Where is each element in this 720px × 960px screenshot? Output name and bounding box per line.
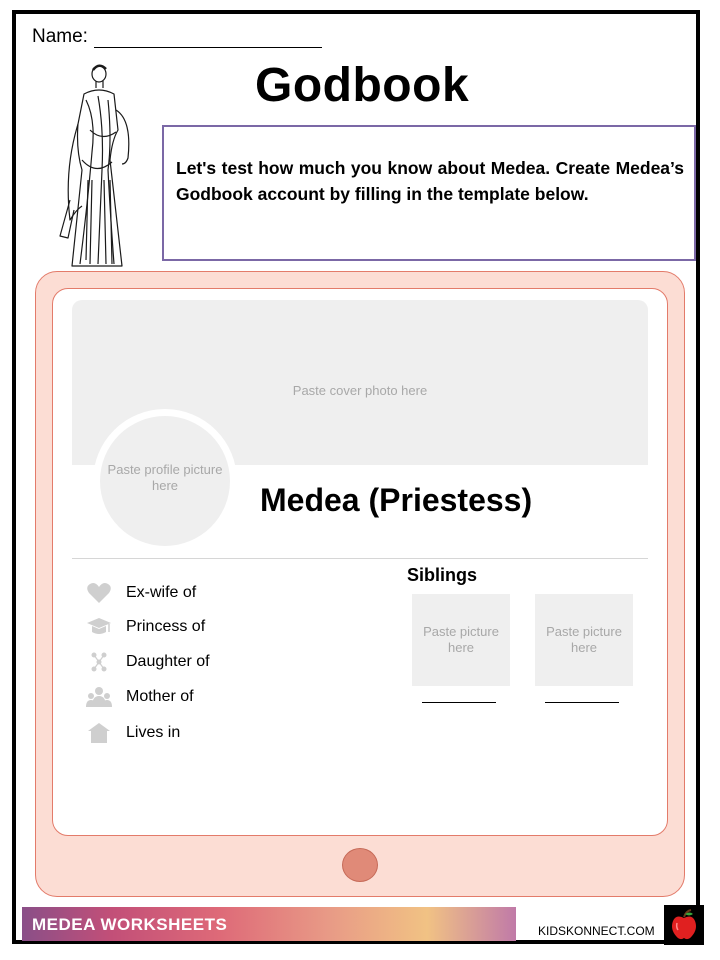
info-row-princess: [86, 614, 205, 640]
info-label-mother: Mother of: [126, 688, 194, 705]
name-field: [32, 26, 322, 48]
apple-logo-icon: [664, 905, 704, 945]
sibling-picture-placeholder[interactable]: [412, 594, 510, 686]
info-row-ex-wife: [86, 580, 196, 606]
sibling-picture-text: Paste picture here: [423, 624, 499, 655]
info-row-lives: [86, 720, 180, 746]
info-row-daughter: [86, 649, 210, 675]
logo-box: [664, 905, 704, 945]
heart-icon: [86, 581, 112, 605]
instructions-text: Let's test how much you know about Medea. Create Medea’s Godbook account by filling in the template below.: [176, 158, 684, 204]
cover-photo-text: Paste cover photo here: [292, 383, 428, 398]
info-label-daughter: Daughter of: [126, 653, 210, 670]
page-title: Godbook: [255, 59, 470, 112]
info-label-ex-wife: Ex-wife of: [126, 584, 197, 601]
tablet-home-button: [342, 848, 378, 882]
profile-divider: [72, 558, 648, 559]
info-label-lives: Lives in: [126, 724, 181, 741]
graduation-cap-icon: [86, 615, 112, 639]
greek-woman-illustration: [52, 60, 138, 272]
sibling-name-line[interactable]: [422, 702, 496, 703]
children-icon: [86, 685, 112, 709]
profile-name: Medea (Priestess): [260, 482, 533, 518]
site-name: KIDSKONNECT.COM: [538, 924, 655, 938]
footer-banner-text: MEDEA WORKSHEETS: [32, 915, 228, 934]
name-label: Name:: [32, 26, 88, 47]
siblings-title: Siblings: [407, 565, 478, 585]
info-label-princess: Princess of: [126, 618, 206, 635]
family-tree-icon: [86, 650, 112, 674]
profile-picture-placeholder[interactable]: [100, 416, 230, 546]
sibling-picture-text: Paste picture here: [546, 624, 622, 655]
info-row-mother: [86, 684, 194, 710]
instructions-box: [162, 125, 696, 261]
house-icon: [86, 721, 112, 745]
footer-banner: [22, 907, 516, 941]
sibling-picture-placeholder[interactable]: [535, 594, 633, 686]
sibling-name-line[interactable]: [545, 702, 619, 703]
name-line[interactable]: [94, 27, 322, 48]
profile-picture-text: Paste profile picture here: [107, 462, 223, 493]
